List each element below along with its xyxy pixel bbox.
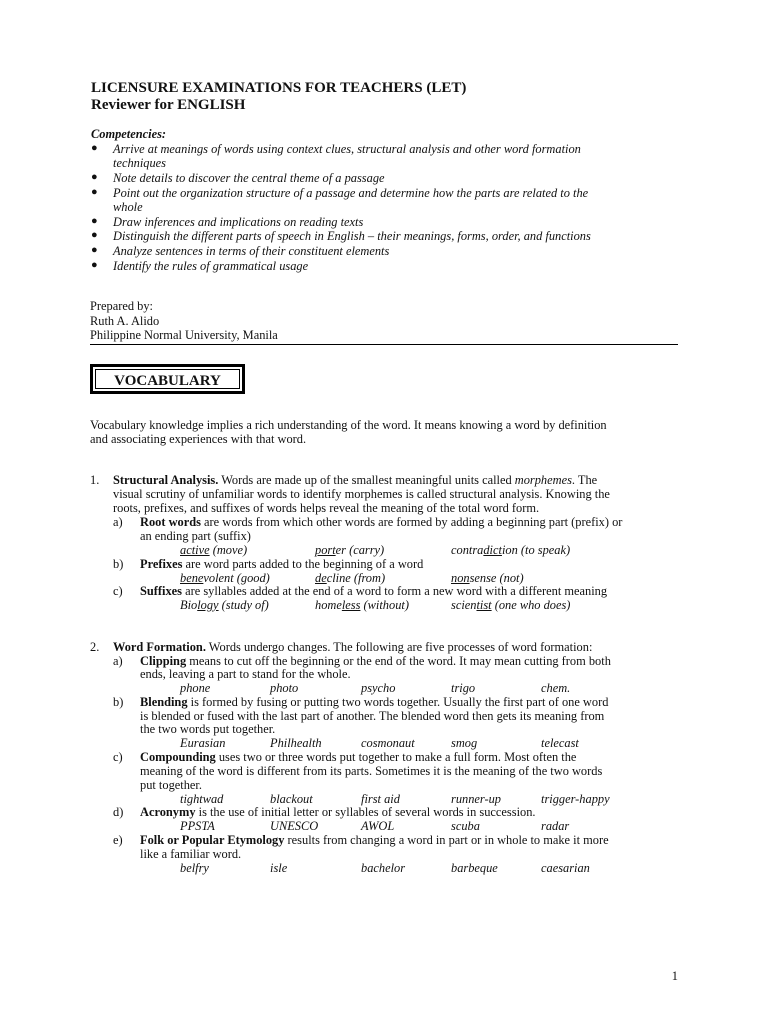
section-line xyxy=(113,640,592,655)
example-word: PPSTA xyxy=(180,819,215,833)
example-word: scuba xyxy=(451,819,480,833)
item-line: put together. xyxy=(140,778,202,792)
section-heading-box xyxy=(90,364,245,394)
example-word: blackout xyxy=(270,792,313,806)
text-run: are word parts added to the beginning of a word xyxy=(182,557,424,571)
item-line: an ending part (suffix) xyxy=(140,529,251,543)
example-word: bachelor xyxy=(361,861,406,875)
example-word: decline (from) xyxy=(315,571,386,585)
intro-paragraph-line: and associating experiences with that word. xyxy=(90,432,307,446)
example-word: photo xyxy=(270,681,299,695)
competency-text: Analyze sentences in terms of their constituent elements xyxy=(113,244,390,258)
item-line xyxy=(140,584,607,599)
text-run: is formed by fusing or putting two words together. Usually the first part of one word xyxy=(187,695,609,709)
section-line: roots, prefixes, and suffixes of words helps reveal the meaning of the total word form. xyxy=(113,501,540,515)
horizontal-rule xyxy=(90,344,678,345)
text-run: are syllables added at the end of a word to form a new word with a different meaning xyxy=(182,584,608,598)
bullet-icon: ● xyxy=(91,229,98,241)
section-number: 1. xyxy=(90,473,100,487)
competency-text: Arrive at meanings of words using context clues, structural analysis and other word formation xyxy=(113,142,581,156)
item-line xyxy=(140,557,423,572)
author-name: Ruth A. Alido xyxy=(90,314,160,328)
example-word: active (move) xyxy=(180,543,248,557)
example-word: first aid xyxy=(361,792,400,806)
item-line xyxy=(140,750,576,765)
item-line: like a familiar word. xyxy=(140,847,242,861)
section-title: Structural Analysis. xyxy=(113,473,219,487)
text-run: is the use of initial letter or syllables of several words in succession. xyxy=(195,805,536,819)
text-run: uses two or three words put together to make a full form. Most often the xyxy=(215,750,577,764)
example-word: chem. xyxy=(541,681,571,695)
example-word: isle xyxy=(270,861,288,875)
text-run: Words are made up of the smallest meaningful units called xyxy=(218,473,515,487)
bullet-icon: ● xyxy=(91,259,98,271)
example-word: homeless (without) xyxy=(315,598,409,612)
competency-text: Point out the organization structure of a passage and determine how the parts are related to the xyxy=(113,186,589,200)
item-line xyxy=(140,515,622,530)
prepared-by-label: Prepared by: xyxy=(90,299,153,313)
item-letter: a) xyxy=(113,654,123,668)
item-term: Prefixes xyxy=(140,557,183,571)
author-institution: Philippine Normal University, Manila xyxy=(90,328,278,342)
bullet-icon: ● xyxy=(91,186,98,198)
page-number: 1 xyxy=(671,969,678,983)
bullet-icon: ● xyxy=(91,142,98,154)
example-word: Biology (study of) xyxy=(180,598,269,612)
intro-paragraph-line: Vocabulary knowledge implies a rich understanding of the word. It means knowing a word by definition xyxy=(90,418,607,432)
competency-text: techniques xyxy=(113,156,166,170)
example-word: telecast xyxy=(541,736,579,750)
example-word: smog xyxy=(451,736,478,750)
example-word: contradiction (to speak) xyxy=(451,543,571,557)
section-number: 2. xyxy=(90,640,100,654)
item-line: meaning of the word is different from its parts. Sometimes it is the meaning of the two words xyxy=(140,764,603,778)
example-word: scientist (one who does) xyxy=(451,598,571,612)
example-word: Philhealth xyxy=(270,736,322,750)
example-word: radar xyxy=(541,819,570,833)
competency-text: Draw inferences and implications on reading texts xyxy=(113,215,364,229)
item-line xyxy=(140,805,536,820)
italic-term: morphemes xyxy=(514,473,572,487)
item-letter: a) xyxy=(113,515,123,529)
text-run: means to cut off the beginning or the end of the word. It may mean cutting from both xyxy=(186,654,611,668)
page-subtitle: Reviewer for ENGLISH xyxy=(91,97,246,113)
example-word: runner-up xyxy=(451,792,501,806)
section-line: visual scrutiny of unfamiliar words to identify morphemes is called structural analysis. Knowing the xyxy=(113,487,610,501)
item-letter: e) xyxy=(113,833,123,847)
item-letter: b) xyxy=(113,695,124,709)
item-term: Compounding xyxy=(140,750,216,764)
item-line: ends, leaving a part to stand for the whole. xyxy=(140,667,351,681)
item-line xyxy=(140,833,609,848)
item-line xyxy=(140,695,608,710)
section-line xyxy=(113,473,597,488)
example-word: barbeque xyxy=(451,861,498,875)
page-title: LICENSURE EXAMINATIONS FOR TEACHERS (LET) xyxy=(91,80,467,96)
competency-text: whole xyxy=(113,200,143,214)
example-word: benevolent (good) xyxy=(180,571,270,585)
item-term: Root words xyxy=(140,515,201,529)
text-run: Words undergo changes. The following are five processes of word formation: xyxy=(205,640,593,654)
example-word: trigger-happy xyxy=(541,792,610,806)
example-word: porter (carry) xyxy=(315,543,385,557)
example-word: AWOL xyxy=(361,819,395,833)
example-word: tightwad xyxy=(180,792,224,806)
example-word: cosmonaut xyxy=(361,736,415,750)
item-letter: c) xyxy=(113,750,123,764)
example-word: UNESCO xyxy=(270,819,319,833)
bullet-icon: ● xyxy=(91,215,98,227)
bullet-icon: ● xyxy=(91,244,98,256)
item-term: Acronymy xyxy=(140,805,196,819)
item-term: Clipping xyxy=(140,654,187,668)
item-letter: d) xyxy=(113,805,124,819)
competency-text: Note details to discover the central theme of a passage xyxy=(113,171,385,185)
text-run: results from changing a word in part or in whole to make it more xyxy=(284,833,609,847)
item-letter: c) xyxy=(113,584,123,598)
example-word: psycho xyxy=(361,681,396,695)
item-term: Blending xyxy=(140,695,188,709)
example-word: trigo xyxy=(451,681,476,695)
text-run: are words from which other words are formed by adding a beginning part (prefix) or xyxy=(200,515,623,529)
competency-text: Identify the rules of grammatical usage xyxy=(113,259,309,273)
example-word: Eurasian xyxy=(180,736,226,750)
text-run: . The xyxy=(571,473,598,487)
section-heading: VOCABULARY xyxy=(114,373,221,389)
item-line: the two words put together. xyxy=(140,722,276,736)
item-term: Folk or Popular Etymology xyxy=(140,833,285,847)
example-word: caesarian xyxy=(541,861,590,875)
section-title: Word Formation. xyxy=(113,640,206,654)
example-word: phone xyxy=(180,681,211,695)
example-word: belfry xyxy=(180,861,209,875)
competencies-heading: Competencies: xyxy=(91,127,167,141)
competency-text: Distinguish the different parts of speech in English – their meanings, forms, order, and functions xyxy=(113,229,591,243)
example-word: nonsense (not) xyxy=(451,571,524,585)
item-line: is blended or fused with the last part of another. The blended word then gets its meaning from xyxy=(140,709,605,723)
item-letter: b) xyxy=(113,557,124,571)
bullet-icon: ● xyxy=(91,171,98,183)
item-term: Suffixes xyxy=(140,584,182,598)
